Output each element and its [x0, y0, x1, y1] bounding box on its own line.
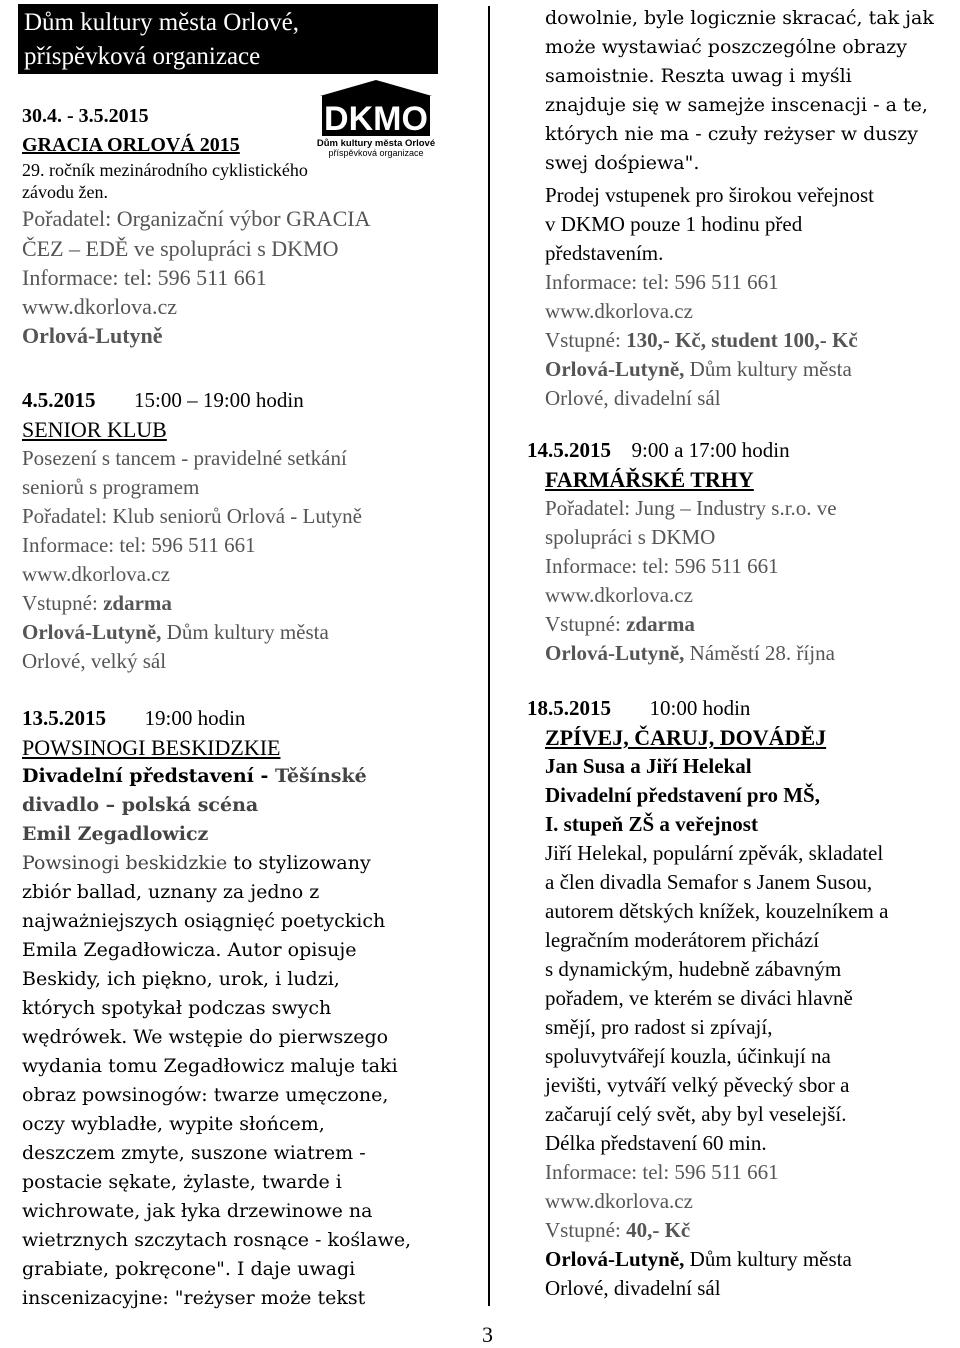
place-name: Orlová-Lutyně,	[545, 357, 685, 381]
event-date: 13.5.2015	[22, 706, 106, 730]
place-name: Orlová-Lutyně,	[22, 620, 162, 644]
body-line	[22, 936, 411, 965]
body-text: deszczem zmyte, suszone wiatrem -	[22, 1142, 366, 1164]
organization-header	[18, 4, 438, 74]
body-line: smějí, pro radost si zpívají,	[545, 1015, 773, 1039]
event-description: Posezení s tancem - pravidelné setkání	[22, 446, 347, 470]
event-time: 15:00 – 19:00 hodin	[134, 388, 304, 412]
place-name: Orlová-Lutyně,	[545, 641, 685, 665]
body-text: najważniejszych osiągnięć poetyckich	[22, 910, 386, 932]
body-line: Délka představení 60 min.	[545, 1131, 767, 1155]
body-line	[22, 1226, 411, 1255]
event-theatre: divadlo – polská scéna	[22, 794, 259, 816]
column-divider	[488, 6, 490, 1306]
place-venue: Dům kultury města	[689, 357, 852, 381]
event-farmers-market	[527, 436, 837, 668]
event-website[interactable]: www.dkorlova.cz	[545, 299, 693, 323]
body-line	[22, 1284, 411, 1313]
header-line-1: Dům kultury města Orlové,	[24, 9, 299, 36]
svg-text:DKMO: DKMO	[324, 100, 428, 138]
body-text: wędrówek. We wstępie do pierwszego	[22, 1026, 389, 1048]
entry-value: 40,- Kč	[626, 1218, 691, 1242]
event-gracia	[22, 102, 370, 350]
event-title: SENIOR KLUB	[22, 417, 167, 442]
event-organizer: ČEZ – EDĚ ve spolupráci s DKMO	[22, 236, 339, 261]
body-line	[22, 1110, 411, 1139]
body-line: pořadem, ve kterém se diváci hlavně	[545, 986, 853, 1010]
body-line	[22, 965, 411, 994]
body-line	[22, 1139, 411, 1168]
event-info-phone: Informace: tel: 596 511 661	[545, 270, 779, 294]
entry-label: Vstupné:	[545, 1218, 621, 1242]
event-subtitle: Divadelní představení pro MŠ,	[545, 783, 820, 807]
body-text: których spotykał podczas swych	[22, 997, 332, 1019]
event-description: seniorů s programem	[22, 475, 200, 499]
event-website[interactable]: www.dkorlova.cz	[22, 294, 177, 319]
event-organizer: Pořadatel: Jung – Industry s.r.o. ve	[545, 496, 837, 520]
body-text: Beskidy, ich piękno, urok, i ludzi,	[22, 968, 340, 990]
event-info-phone: Informace: tel: 596 511 661	[545, 554, 779, 578]
body-line: legračním moderátorem přichází	[545, 928, 820, 952]
body-line: może wystawiać poszczególne obrazy	[545, 36, 908, 58]
place-name: Orlová-Lutyně,	[545, 1247, 685, 1271]
event-time: 9:00 a 17:00 hodin	[631, 438, 790, 462]
body-text: postacie sękate, żylaste, twarde i	[22, 1171, 342, 1193]
place-hall: Orlové, velký sál	[22, 649, 167, 673]
body-line	[22, 878, 411, 907]
body-text: obraz powsinogów: twarze umęczone,	[22, 1084, 389, 1106]
event-senior-klub	[22, 386, 362, 676]
event-theatre: Těšínské	[275, 765, 367, 787]
body-line: znajduje się w samejże inscenacji - a te,	[545, 94, 928, 116]
event-performers: Jan Susa a Jiří Helekal	[545, 754, 752, 778]
event-author: Emil Zegadlowicz	[22, 823, 209, 845]
svg-text:příspěvková organizace: příspěvková organizace	[328, 148, 424, 158]
event-body-text	[22, 849, 411, 1313]
event-time: 19:00 hodin	[144, 706, 246, 730]
event-title: POWSINOGI BESKIDZKIE	[22, 735, 281, 760]
body-line: dowolnie, byle logicznie skracać, tak jak	[545, 7, 934, 29]
entry-label: Vstupné:	[545, 328, 621, 352]
body-line	[22, 1081, 411, 1110]
place-hall: Orlové, divadelní sál	[545, 1276, 721, 1300]
event-organizer: Pořadatel: Klub seniorů Orlová - Lutyně	[22, 504, 362, 528]
event-body-text	[545, 839, 888, 1158]
event-website[interactable]: www.dkorlova.cz	[545, 583, 693, 607]
event-info-phone: Informace: tel: 596 511 661	[22, 533, 256, 557]
play-title-inline: Powsinogi beskidzkie	[22, 852, 228, 874]
body-text: to stylizowany	[227, 852, 371, 874]
continued-body-text	[545, 4, 934, 178]
body-line	[22, 1168, 411, 1197]
place-venue: Dům kultury města	[166, 620, 329, 644]
event-date: 4.5.2015	[22, 388, 96, 412]
event-organizer: Pořadatel: Organizační výbor GRACIA	[22, 206, 371, 231]
body-line: Jiří Helekal, populární zpěvák, skladatel	[545, 841, 884, 865]
event-date: 30.4. - 3.5.2015	[22, 105, 149, 127]
body-line	[22, 1023, 411, 1052]
body-text: wydania tomu Zegadłowicz maluje taki	[22, 1055, 398, 1077]
event-website[interactable]: www.dkorlova.cz	[22, 562, 170, 586]
event-website[interactable]: www.dkorlova.cz	[545, 1189, 693, 1213]
entry-value: 130,- Kč, student 100,- Kč	[626, 328, 858, 352]
place-venue: Dům kultury města	[689, 1247, 852, 1271]
body-line	[22, 1052, 411, 1081]
event-title: ZPÍVEJ, ČARUJ, DOVÁDĚJ	[545, 725, 827, 750]
event-title: GRACIA ORLOVÁ 2015	[22, 134, 240, 156]
ticket-sale-note: Prodej vstupenek pro širokou veřejnost	[545, 183, 874, 207]
body-text: zbiór ballad, uznany za jedno z	[22, 881, 320, 903]
event-date: 18.5.2015	[527, 696, 611, 720]
event-place: Orlová-Lutyně	[22, 323, 163, 348]
body-text: grabiate, pokręcone". I daje uwagi	[22, 1258, 356, 1280]
body-text: oczy wybladłe, wypite słońcem,	[22, 1113, 325, 1135]
body-line: samoistnie. Reszta uwag i myśli	[545, 65, 852, 87]
body-line: začarují celý svět, aby byl veselejší.	[545, 1102, 847, 1126]
body-text: wichrowate, jak łyka drzewinowe na	[22, 1200, 373, 1222]
body-line: swej dośpiewa".	[545, 152, 700, 174]
event-info-phone: Informace: tel: 596 511 661	[22, 265, 267, 290]
event-zpivej	[527, 694, 888, 1303]
entry-value: zdarma	[626, 612, 695, 636]
body-line: spoluvytvářejí kouzla, účinkují na	[545, 1044, 831, 1068]
event-subtitle: I. stupeň ZŠ a veřejnost	[545, 812, 758, 836]
body-line: których nie ma - czuły reżyser w duszy	[545, 123, 918, 145]
header-line-2: příspěvková organizace	[24, 43, 261, 70]
entry-value: zdarma	[103, 591, 172, 615]
event-info-phone: Informace: tel: 596 511 661	[545, 1160, 779, 1184]
body-line	[22, 1197, 411, 1226]
body-text: wietrznych szczytach rosnące - koślawe,	[22, 1229, 412, 1251]
event-date: 14.5.2015	[527, 438, 611, 462]
event-time: 10:00 hodin	[649, 696, 751, 720]
body-line	[22, 1255, 411, 1284]
entry-label: Vstupné:	[545, 612, 621, 636]
body-line	[22, 907, 411, 936]
place-hall: Orlové, divadelní sál	[545, 386, 721, 410]
event-powsinogi	[22, 704, 411, 1313]
event-description: závodu žen.	[22, 182, 108, 202]
event-subtitle: Divadelní představení -	[22, 765, 269, 787]
ticket-sale-note: v DKMO pouze 1 hodinu před	[545, 212, 803, 236]
body-line	[22, 994, 411, 1023]
entry-label: Vstupné:	[22, 591, 98, 615]
page-number: 3	[482, 1322, 493, 1347]
event-organizer: spolupráci s DKMO	[545, 525, 716, 549]
body-line: jevišti, vytváří velký pěvecký sbor a	[545, 1073, 850, 1097]
event-title: FARMÁŘSKÉ TRHY	[545, 467, 754, 492]
svg-text:Dům kultury města Orlové: Dům kultury města Orlové	[316, 138, 436, 149]
event-description: 29. ročník mezinárodního cyklistického	[22, 160, 308, 180]
body-line: s dynamickým, hudebně zábavným	[545, 957, 842, 981]
ticket-sale-note: představením.	[545, 241, 664, 265]
event-powsinogi-continued	[545, 4, 934, 413]
place-venue: Náměstí 28. října	[689, 641, 835, 665]
body-text: Emila Zegadłowicza. Autor opisuje	[22, 939, 357, 961]
body-line: a člen divadla Semafor s Janem Susou,	[545, 870, 873, 894]
body-line: autorem dětských knížek, kouzelníkem a	[545, 899, 889, 923]
body-line	[22, 849, 411, 878]
body-text: inscenizacyjne: "reżyser może tekst	[22, 1287, 366, 1309]
